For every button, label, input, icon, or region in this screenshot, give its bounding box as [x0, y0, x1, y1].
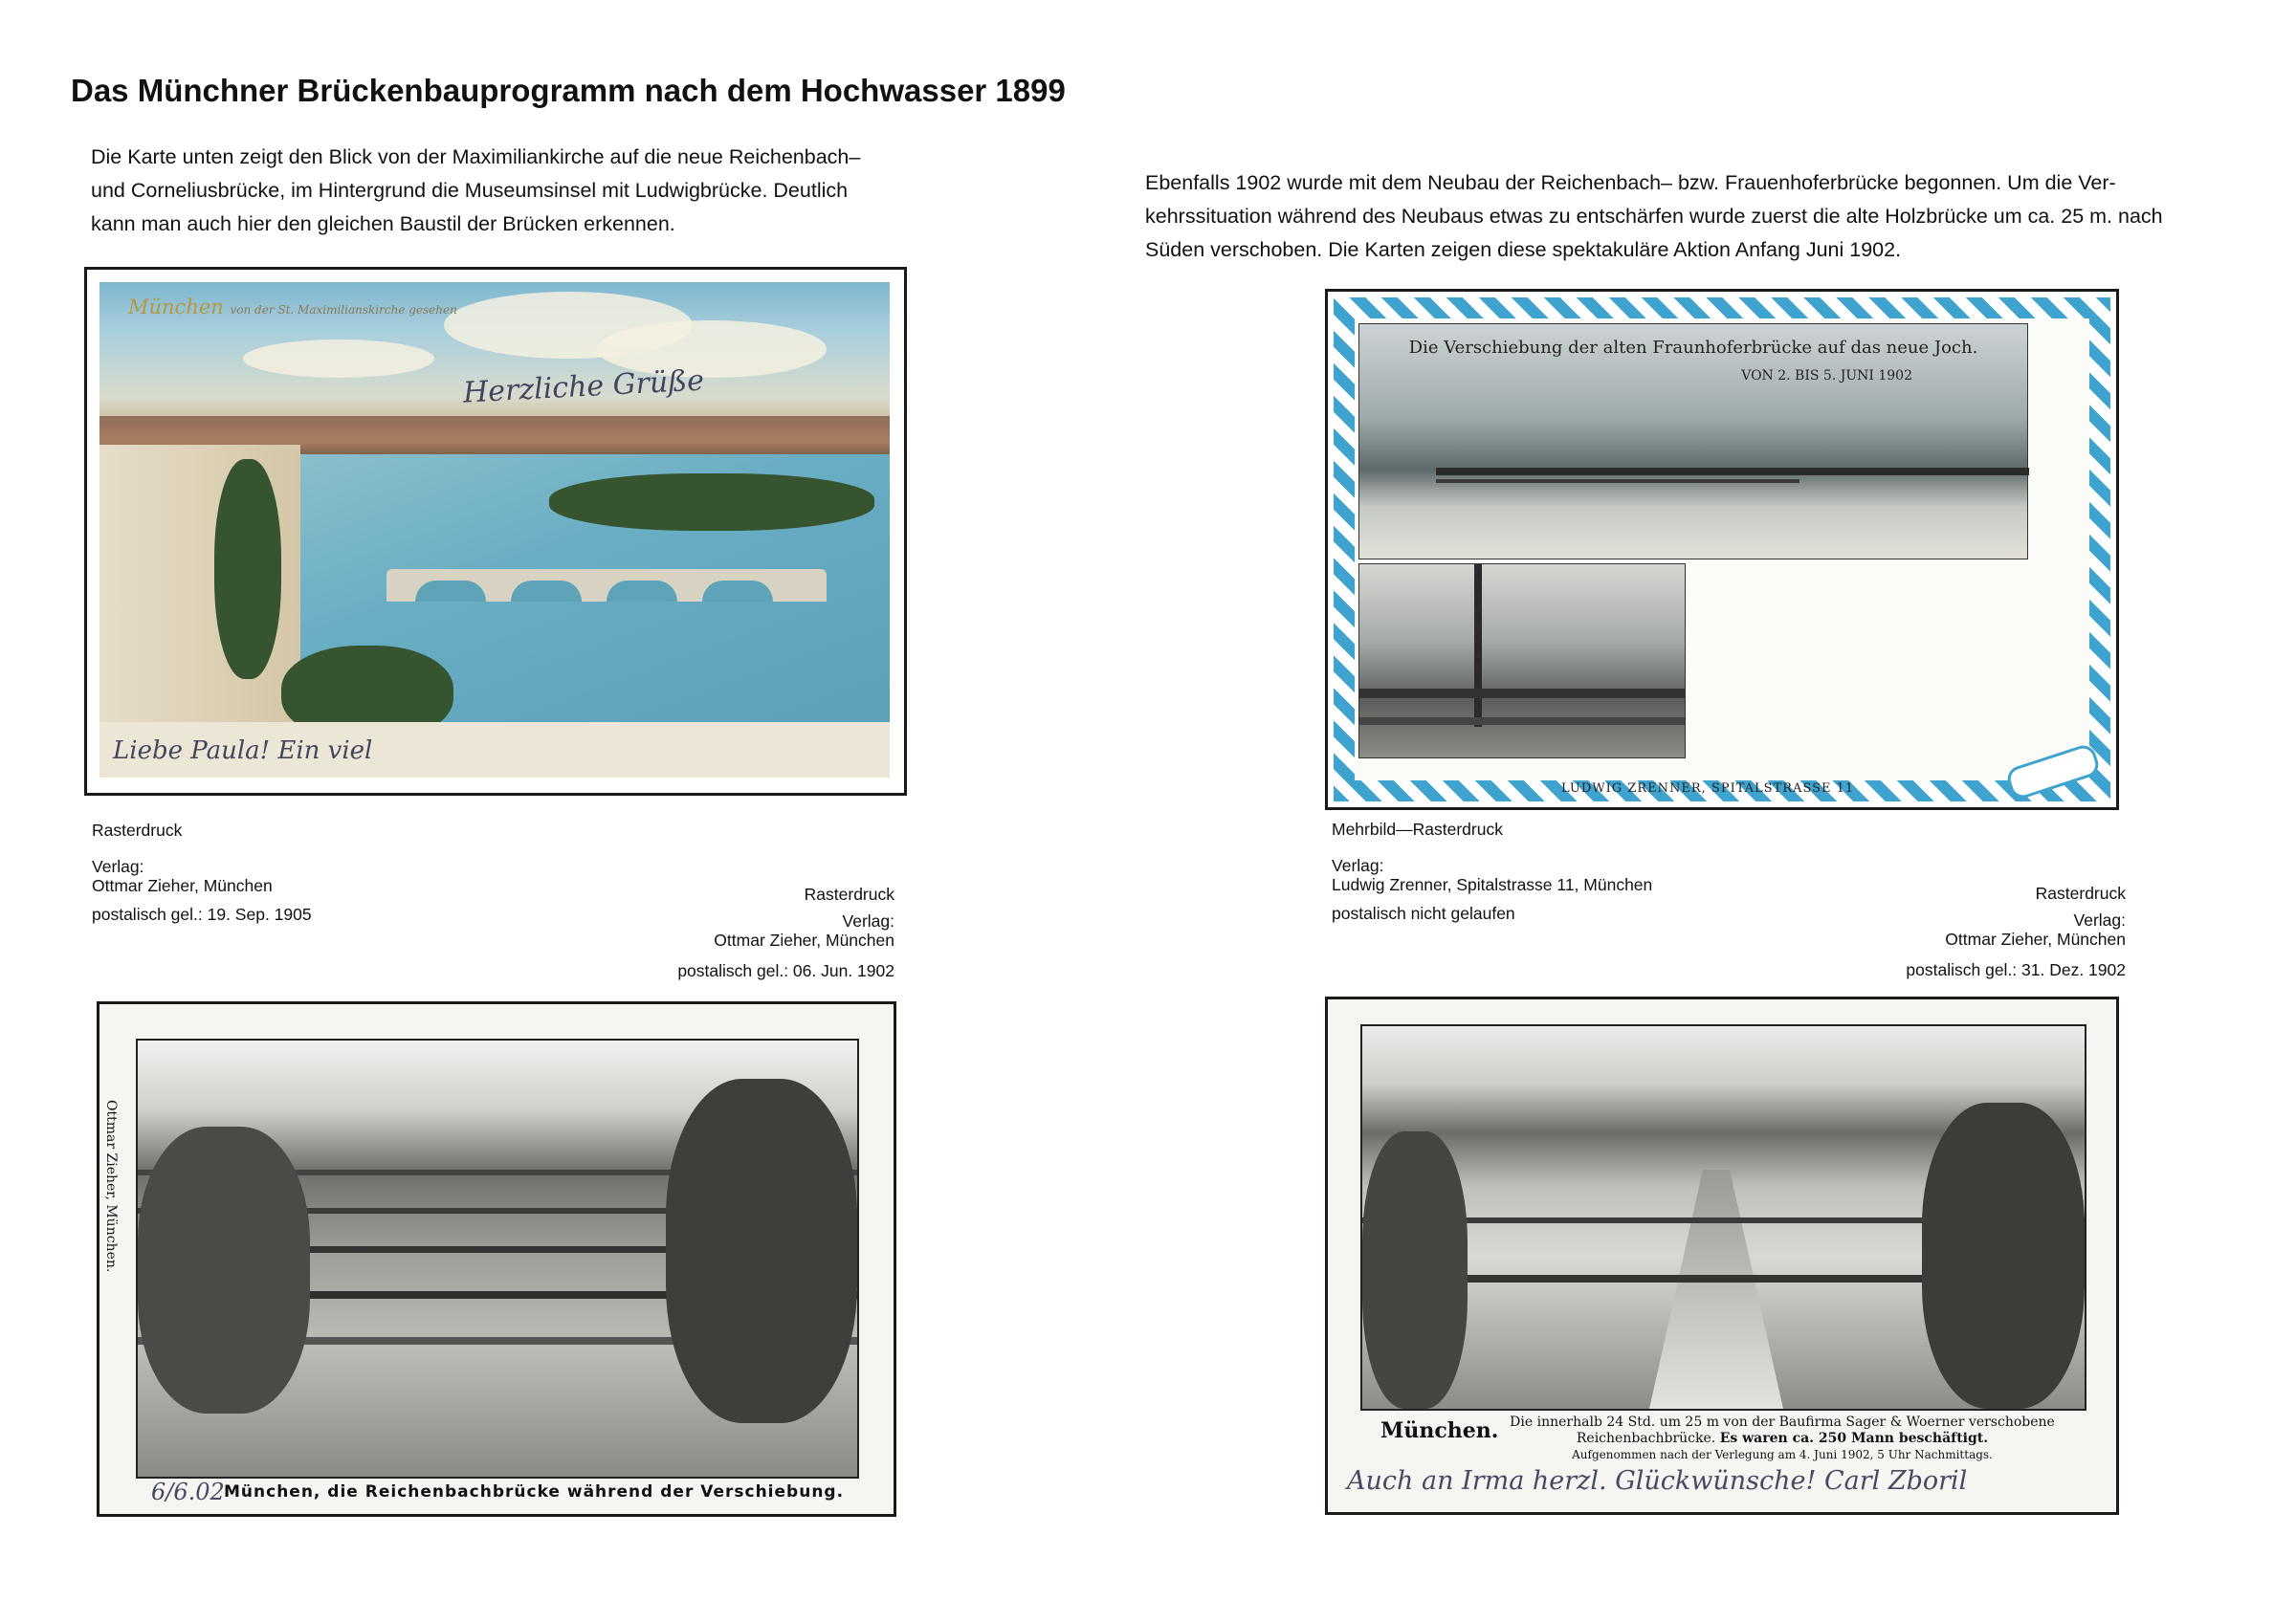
- postcard-4-publisher: Ottmar Zieher, München: [1945, 930, 2126, 949]
- postcard-3-postal: postalisch gel.: 06. Jun. 1902: [677, 961, 894, 980]
- intro-right: [1145, 166, 2163, 267]
- intro-left-line: kann man auch hier den gleichen Baustil der Brücken erkennen.: [91, 212, 675, 235]
- postcard-3-side-imprint: Ottmar Zieher, München.: [103, 1100, 119, 1273]
- postcard-2-publisher: Ludwig Zrenner, Spitalstrasse 11, München: [1332, 875, 1653, 894]
- postcard-2-postal: postalisch nicht gelaufen: [1332, 904, 1515, 923]
- postcard-2-photo-date: VON 2. BIS 5. JUNI 1902: [1741, 368, 1912, 384]
- postcard-2-photo-inset: [1358, 563, 1686, 758]
- postcard-1-imprint-subtitle: von der St. Maximilianskirche gesehen: [230, 303, 457, 317]
- postcard-2-photo-main: [1358, 323, 2028, 559]
- intro-left-line: und Corneliusbrücke, im Hintergrund die Museumsinsel mit Ludwigbrücke. Deutlich: [91, 179, 849, 202]
- postcard-4-type: Rasterdruck: [2035, 884, 2126, 903]
- postcard-1-publisher: Ottmar Zieher, München: [92, 876, 273, 895]
- postcard-4-publisher-label: Verlag:: [2073, 910, 2126, 930]
- postcard-4-handwriting: Auch an Irma herzl. Glückwünsche! Carl Zboril: [1347, 1466, 1968, 1496]
- postcard-2-imprint: LUDWIG ZRENNER, SPITALSTRASSE 11: [1561, 781, 1855, 796]
- page-title: Das Münchner Brückenbauprogramm nach dem Hochwasser 1899: [71, 73, 1066, 108]
- postcard-1-image: [99, 282, 890, 778]
- postcard-4-desc-3: Es waren ca. 250 Mann beschäftigt.: [1719, 1431, 1989, 1446]
- postcard-4-place: München.: [1380, 1418, 1499, 1443]
- intro-right-line: kehrssituation während des Neubaus etwas zu entschärfen wurde zuerst die alte Holzbrücke um ca. 25 m. nach: [1145, 205, 2163, 228]
- intro-right-line: Süden verschoben. Die Karten zeigen diese spektakuläre Aktion Anfang Juni 1902.: [1145, 238, 1902, 261]
- postcard-1-handwriting-top: Herzliche Grüße: [462, 363, 705, 410]
- postcard-1: [84, 267, 907, 796]
- intro-right-line: Ebenfalls 1902 wurde mit dem Neubau der Reichenbach– bzw. Frauenhoferbrücke begonnen. Um die Ver-: [1145, 171, 2116, 194]
- postcard-2-publisher-label: Verlag:: [1332, 856, 1384, 875]
- postcard-3-publisher-label: Verlag:: [842, 911, 894, 931]
- postcard-3-handwritten-date: 6/6.02: [151, 1479, 225, 1505]
- intro-left-line: Die Karte unten zeigt den Blick von der Maximiliankirche auf die neue Reichenbach–: [91, 145, 861, 168]
- postcard-2-type: Mehrbild—Rasterdruck: [1332, 820, 1503, 839]
- postcard-2-photo-title: Die Verschiebung der alten Fraunhoferbrücke auf das neue Joch.: [1408, 338, 1978, 358]
- postcard-4-postal: postalisch gel.: 31. Dez. 1902: [1906, 960, 2126, 979]
- postcard-4-desc-1: Die innerhalb 24 Std. um 25 m von der Baufirma Sager & Woerner verschobene: [1510, 1415, 2055, 1430]
- postcard-4: [1325, 997, 2119, 1515]
- postcard-3-publisher: Ottmar Zieher, München: [714, 931, 894, 950]
- postcard-2-image: [1334, 297, 2110, 801]
- postcard-1-handwriting-bottom: Liebe Paula! Ein viel: [113, 736, 373, 765]
- postcard-2-caption: [1332, 820, 1652, 923]
- ludwig-bridge: [386, 569, 827, 602]
- postcard-1-publisher-label: Verlag:: [92, 857, 144, 876]
- postcard-3-caption: [574, 885, 894, 980]
- postcard-4-description: [1490, 1415, 2074, 1463]
- postcard-1-type: Rasterdruck: [92, 821, 183, 840]
- intro-left: [91, 141, 860, 241]
- postcard-1-caption: [92, 821, 312, 924]
- postcard-3-type: Rasterdruck: [804, 885, 894, 904]
- postcard-1-imprint-title: München: [128, 296, 224, 318]
- postcard-3: [97, 1001, 896, 1517]
- postcard-2: [1325, 289, 2119, 810]
- postcard-4-caption: [1799, 884, 2126, 979]
- postcard-3-photo: [136, 1039, 859, 1479]
- postcard-4-photo: [1360, 1024, 2086, 1411]
- postcard-1-postal: postalisch gel.: 19. Sep. 1905: [92, 905, 312, 924]
- postcard-1-imprint: [128, 296, 457, 318]
- postcard-4-desc-4: Aufgenommen nach der Verlegung am 4. Juni 1902, 5 Uhr Nachmittags.: [1572, 1448, 1993, 1461]
- postcard-3-bottom-caption: München, die Reichenbachbrücke während der Verschiebung.: [224, 1482, 845, 1502]
- postcard-4-desc-2: Reichenbachbrücke.: [1576, 1431, 1716, 1446]
